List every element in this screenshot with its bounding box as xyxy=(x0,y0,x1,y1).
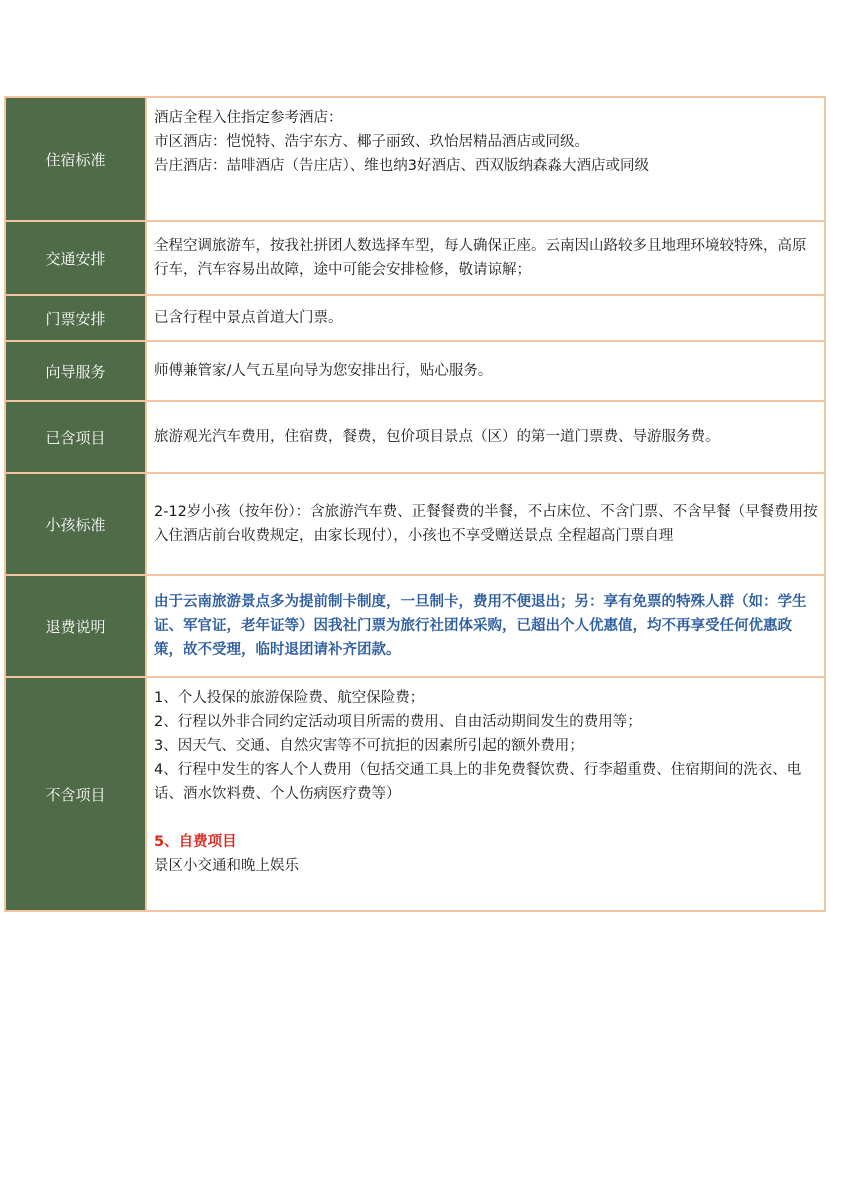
table-row xyxy=(5,575,825,677)
row-label-children: 小孩标准 xyxy=(5,473,146,575)
table-row xyxy=(5,295,825,341)
table-row xyxy=(5,401,825,473)
included-content: 旅游观光汽车费用，住宿费，餐费，包价项目景点（区）的第一道门票费、导游服务费。 xyxy=(146,401,825,473)
table-row xyxy=(5,97,825,221)
table-row xyxy=(5,341,825,401)
itinerary-info-table xyxy=(4,96,826,912)
spacer xyxy=(154,806,818,830)
accommodation-content xyxy=(146,97,825,221)
table-row xyxy=(5,473,825,575)
refund-text: 由于云南旅游景点多为提前制卡制度，一旦制卡，费用不便退出；另：享有免票的特殊人群（如：学生证、军官证，老年证等）因我社门票为旅行社团体采购，已超出个人优惠值，均不再享受任何优惠政策，故不受理，临时退团请补齐团款。 xyxy=(154,594,807,658)
accommodation-line: 酒店全程入住指定参考酒店： xyxy=(154,110,343,126)
accommodation-line: 告庄酒店：喆啡酒店（告庄店）、维也纳3好酒店、西双版纳森淼大酒店或同级 xyxy=(154,158,649,174)
tickets-content: 已含行程中景点首道大门票。 xyxy=(146,295,825,341)
table-row xyxy=(5,677,825,911)
table-row xyxy=(5,221,825,295)
accommodation-line: 市区酒店：恺悦特、浩宇东方、椰子丽致、玖怡居精品酒店或同级。 xyxy=(154,134,589,150)
children-content: 2-12岁小孩（按年份）：含旅游汽车费、正餐餐费的半餐，不占床位、不含门票、不含早餐（早餐费用按入住酒店前台收费规定，由家长现付），小孩也不享受赠送景点 全程超高门票自理 xyxy=(146,473,825,575)
excluded-item: 2、行程以外非合同约定活动项目所需的费用、自由活动期间发生的费用等； xyxy=(154,714,642,730)
transport-content: 全程空调旅游车，按我社拼团人数选择车型，每人确保正座。云南因山路较多且地理环境较特殊，高原行车，汽车容易出故障，途中可能会安排检修，敬请谅解； xyxy=(146,221,825,295)
row-label-guide: 向导服务 xyxy=(5,341,146,401)
excluded-item: 3、因天气、交通、自然灾害等不可抗拒的因素所引起的额外费用； xyxy=(154,738,584,754)
excluded-item: 1、个人投保的旅游保险费、航空保险费； xyxy=(154,690,425,706)
guide-content: 师傅兼管家/人气五星向导为您安排出行，贴心服务。 xyxy=(146,341,825,401)
row-label-excluded: 不含项目 xyxy=(5,677,146,911)
row-label-tickets: 门票安排 xyxy=(5,295,146,341)
self-pay-title: 5、自费项目 xyxy=(154,834,237,850)
self-pay-text: 景区小交通和晚上娱乐 xyxy=(154,858,299,874)
row-label-transport: 交通安排 xyxy=(5,221,146,295)
row-label-included: 已含项目 xyxy=(5,401,146,473)
excluded-item: 4、行程中发生的客人个人费用（包括交通工具上的非免费餐饮费、行李超重费、住宿期间的洗衣、电话、酒水饮料费、个人伤病医疗费等） xyxy=(154,762,802,802)
excluded-content xyxy=(146,677,825,911)
row-label-accommodation: 住宿标准 xyxy=(5,97,146,221)
refund-content xyxy=(146,575,825,677)
row-label-refund: 退费说明 xyxy=(5,575,146,677)
